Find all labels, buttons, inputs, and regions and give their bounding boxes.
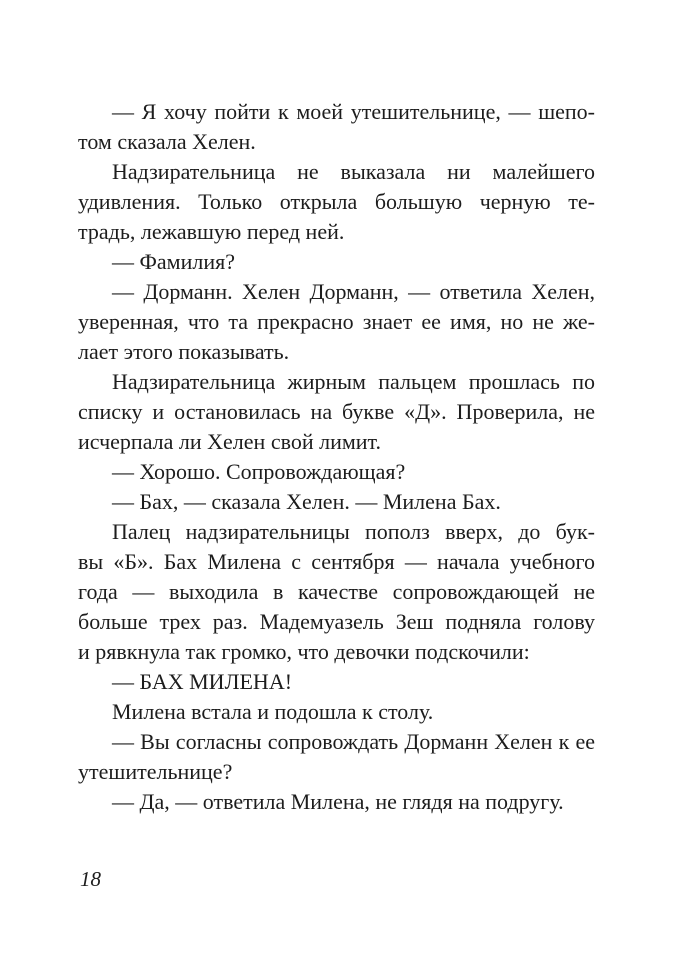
text-line: утешительнице? (78, 759, 233, 784)
paragraph (78, 787, 595, 817)
text-line: — Я хочу пойти к моей утешительнице, — шепо- (112, 99, 595, 124)
text-line: традь, лежавшую перед ней. (78, 219, 345, 244)
text-line: года — выходила в качестве сопровождающей не (78, 579, 595, 604)
page-text (78, 97, 595, 817)
paragraph (78, 697, 595, 727)
paragraph (78, 277, 595, 367)
paragraph (78, 517, 595, 667)
text-line: — Да, — ответила Милена, не глядя на подругу. (112, 789, 564, 814)
text-line: Надзирательница жирным пальцем прошлась по (112, 369, 595, 394)
text-line: Милена встала и подошла к столу. (112, 699, 434, 724)
text-line: исчерпала ли Хелен свой лимит. (78, 429, 382, 454)
text-line: и рявкнула так громко, что девочки подскочили: (78, 639, 530, 664)
paragraph (78, 157, 595, 247)
text-line: уверенная, что та прекрасно знает ее имя, но не же- (78, 309, 595, 334)
text-line: — Фамилия? (112, 249, 235, 274)
paragraph (78, 487, 595, 517)
text-line: — Бах, — сказала Хелен. — Милена Бах. (112, 489, 501, 514)
paragraph (78, 667, 595, 697)
text-line: том сказала Хелен. (78, 129, 256, 154)
text-line: Палец надзирательницы пополз вверх, до бук- (112, 519, 595, 544)
paragraph (78, 457, 595, 487)
text-line: Надзирательница не выказала ни малейшего (112, 159, 595, 184)
text-line: — Хорошо. Сопровождающая? (112, 459, 406, 484)
page-number: 18 (80, 867, 101, 891)
text-line: — Вы согласны сопровождать Дорманн Хелен к ее (112, 729, 595, 754)
paragraph (78, 727, 595, 787)
paragraph (78, 97, 595, 157)
text-line: — Дорманн. Хелен Дорманн, — ответила Хелен, (112, 279, 595, 304)
paragraph (78, 367, 595, 457)
text-line: вы «Б». Бах Милена с сентября — начала учебного (78, 549, 595, 574)
text-line: больше трех раз. Мадемуазель Зеш подняла голову (78, 609, 595, 634)
paragraph (78, 247, 595, 277)
text-line: лает этого показывать. (78, 339, 290, 364)
text-line: удивления. Только открыла большую черную те- (78, 189, 595, 214)
text-line: — БАХ МИЛЕНА! (112, 669, 293, 694)
text-line: списку и остановилась на букве «Д». Проверила, не (78, 399, 595, 424)
